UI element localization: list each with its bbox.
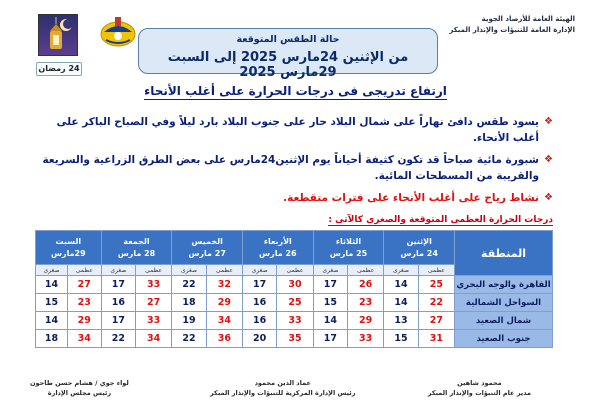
forecast-bullets — [33, 114, 553, 212]
max-label: عظمى — [418, 265, 454, 276]
max-temp-cell: 34 — [67, 330, 101, 348]
forecast-subtitle: حالة الطقس المتوقعة — [236, 34, 340, 45]
day-header: الثلاثاء 25 مارس — [313, 231, 384, 265]
max-label: عظمى — [348, 265, 384, 276]
signature-block: عماد الدين محمود رئيس الإدارة المركزية للتنبؤات والإنذار المبكر — [210, 379, 356, 397]
max-temp-cell: 34 — [206, 312, 242, 330]
max-temp-cell: 33 — [348, 330, 384, 348]
min-temp-cell: 16 — [242, 312, 276, 330]
max-temp-cell: 33 — [277, 312, 313, 330]
min-temp-cell: 13 — [384, 312, 418, 330]
min-label: صغرى — [36, 265, 68, 276]
day-header: السبت 29مارس — [36, 231, 102, 265]
min-temp-cell: 14 — [384, 276, 418, 294]
org-name: الهيئة العامة للأرصاد الجوية — [481, 15, 575, 23]
max-label: عظمى — [277, 265, 313, 276]
max-temp-cell: 23 — [67, 294, 101, 312]
signature-block: محمود شاهين مدير عام التنبؤات والإنذار المبكر — [427, 379, 531, 397]
day-header: الإثنين 24 مارس — [384, 231, 455, 265]
table-row — [36, 312, 553, 330]
max-temp-cell: 29 — [348, 312, 384, 330]
diamond-bullet-icon: ❖ — [544, 192, 553, 203]
region-name: جنوب الصعيد — [455, 330, 553, 348]
table-caption: درجات الحرارة العظمى المتوقعة والصغرى كالآتى : — [328, 215, 553, 225]
forecast-bullet: ❖ نشاط رياح على أغلب الأنحاء على فترات متقطعة. — [283, 192, 553, 204]
max-temp-cell: 31 — [418, 330, 454, 348]
temperature-table — [35, 230, 553, 348]
max-temp-cell: 33 — [136, 276, 172, 294]
ramadan-lantern-image — [38, 14, 78, 56]
min-label: صغرى — [101, 265, 135, 276]
diamond-bullet-icon: ❖ — [544, 116, 553, 127]
max-temp-cell: 29 — [67, 312, 101, 330]
max-temp-cell: 29 — [206, 294, 242, 312]
min-temp-cell: 18 — [36, 330, 68, 348]
forecast-bullet: ❖ يسود طقس دافئ نهاراً على شمال البلاد حار على جنوب البلاد بارد ليلاً وفي الصباح الباكر على أغلب الأنحاء. — [56, 116, 553, 144]
min-temp-cell: 18 — [172, 294, 206, 312]
min-temp-cell: 22 — [172, 276, 206, 294]
min-temp-cell: 14 — [384, 294, 418, 312]
min-temp-cell: 19 — [172, 312, 206, 330]
forecast-headline: ارتفاع تدريجى فى درجات الحرارة على أغلب الأنحاء — [144, 84, 447, 98]
max-temp-cell: 26 — [348, 276, 384, 294]
max-temp-cell: 25 — [418, 276, 454, 294]
min-temp-cell: 17 — [101, 312, 135, 330]
table-row — [36, 330, 553, 348]
forecast-date-range: من الإثنين 24مارس 2025 إلى السبت 29مارس 2025 — [167, 50, 409, 80]
min-temp-cell: 15 — [313, 294, 347, 312]
max-temp-cell: 32 — [206, 276, 242, 294]
region-name: القاهرة والوجه البحري — [455, 276, 553, 294]
min-temp-cell: 15 — [384, 330, 418, 348]
max-temp-cell: 33 — [136, 312, 172, 330]
max-temp-cell: 27 — [67, 276, 101, 294]
max-temp-cell: 23 — [348, 294, 384, 312]
max-temp-cell: 22 — [418, 294, 454, 312]
forecast-title-box — [138, 28, 438, 80]
min-temp-cell: 15 — [36, 294, 68, 312]
day-header: الجمعة 28 مارس — [101, 231, 172, 265]
max-temp-cell: 36 — [206, 330, 242, 348]
min-temp-cell: 17 — [101, 276, 135, 294]
max-label: عظمى — [67, 265, 101, 276]
table-row — [36, 276, 553, 294]
region-name: شمال الصعيد — [455, 312, 553, 330]
min-label: صغرى — [313, 265, 347, 276]
min-temp-cell: 14 — [36, 276, 68, 294]
meteorology-logo-icon — [98, 14, 138, 48]
diamond-bullet-icon: ❖ — [544, 154, 553, 165]
min-temp-cell: 22 — [101, 330, 135, 348]
min-label: صغرى — [384, 265, 418, 276]
min-temp-cell: 16 — [242, 294, 276, 312]
min-temp-cell: 17 — [313, 330, 347, 348]
day-header: الأربعاء 26 مارس — [242, 231, 313, 265]
min-temp-cell: 17 — [242, 276, 276, 294]
min-label: صغرى — [242, 265, 276, 276]
region-name: السواحل الشمالية — [455, 294, 553, 312]
max-temp-cell: 27 — [418, 312, 454, 330]
organization-header — [425, 14, 575, 36]
max-label: عظمى — [136, 265, 172, 276]
max-temp-cell: 35 — [277, 330, 313, 348]
day-header: الخميس 27 مارس — [172, 231, 243, 265]
min-temp-cell: 22 — [172, 330, 206, 348]
min-label: صغرى — [172, 265, 206, 276]
region-column-header: المنطقة — [455, 231, 553, 276]
min-temp-cell: 20 — [242, 330, 276, 348]
signature-block: لواء جوي / هشام حسن طاحون رئيس مجلس الإدارة — [30, 379, 129, 397]
max-label: عظمى — [206, 265, 242, 276]
max-temp-cell: 27 — [136, 294, 172, 312]
max-temp-cell: 25 — [277, 294, 313, 312]
forecast-bullet: ❖ شبورة مائية صباحاً قد تكون كثيفة أحياناً يوم الإثنين24مارس على بعض الطرق الزراعية والسريعة والقريبة من المسطحات المائية. — [42, 154, 553, 182]
max-temp-cell: 34 — [136, 330, 172, 348]
org-department: الإدارة العامة للتنبؤات والإنذار المبكر — [449, 26, 575, 34]
ramadan-date-badge: 24 رمضان — [36, 62, 82, 76]
min-temp-cell: 16 — [101, 294, 135, 312]
max-temp-cell: 30 — [277, 276, 313, 294]
min-temp-cell: 17 — [313, 276, 347, 294]
table-row — [36, 294, 553, 312]
min-temp-cell: 14 — [36, 312, 68, 330]
min-temp-cell: 14 — [313, 312, 347, 330]
